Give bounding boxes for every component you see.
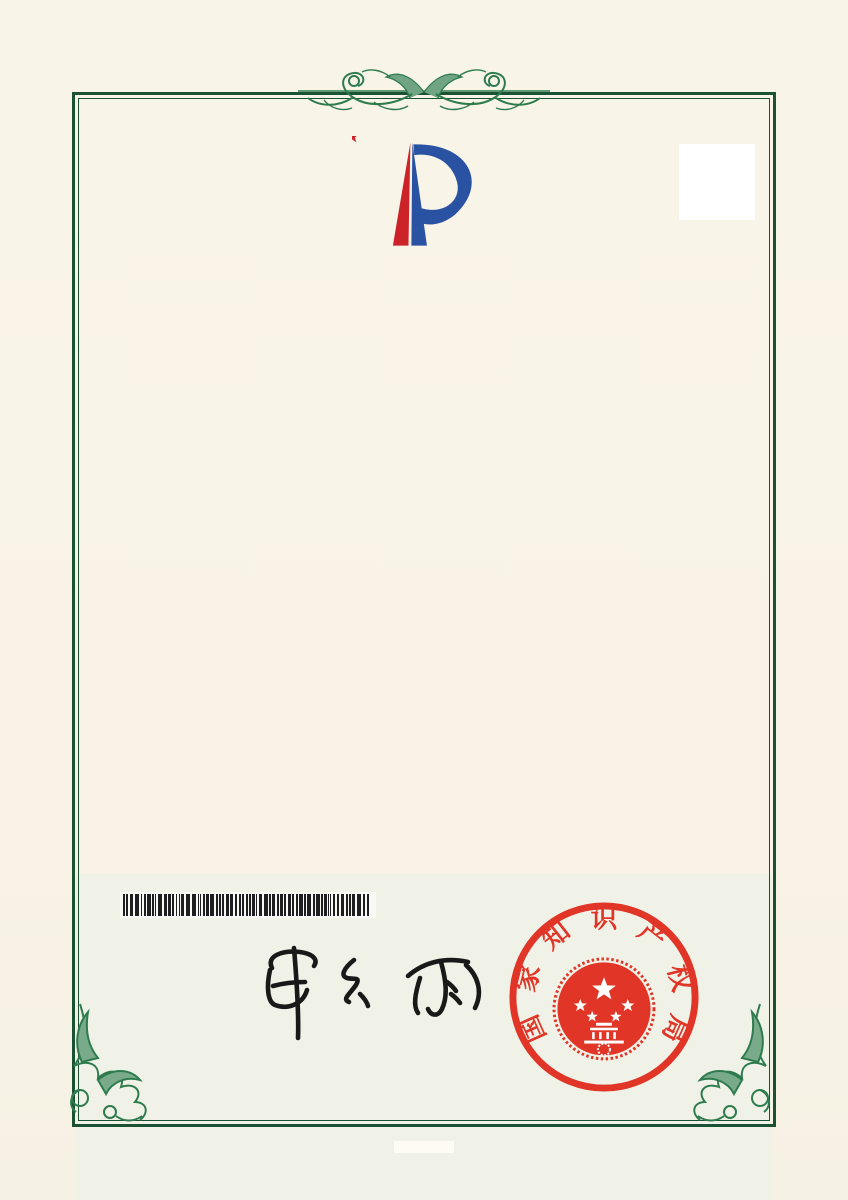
cnipa-official-seal (505, 898, 703, 1098)
field-inventors (118, 409, 222, 429)
bottom-left-corner-ornament (58, 1002, 154, 1132)
field-grant-number (460, 665, 564, 685)
logo-stars (352, 136, 359, 142)
svg-text:权: 权 (661, 961, 698, 995)
qr-code (679, 144, 755, 220)
field-filing-date (118, 513, 222, 533)
field-address (118, 617, 222, 637)
top-flourish-ornament (294, 60, 554, 120)
field-patent-number (118, 461, 222, 481)
field-patentee (118, 565, 222, 585)
commissioner-signature-image (242, 932, 498, 1050)
field-grant-date (118, 665, 455, 685)
cnipa-logo-icon (352, 136, 498, 254)
field-utility-model-name (118, 357, 222, 377)
continuation-note-label (394, 1141, 454, 1153)
svg-text:局: 局 (655, 1010, 695, 1048)
svg-text:识: 识 (590, 903, 618, 935)
svg-text:家: 家 (510, 961, 547, 995)
national-emblem (554, 959, 654, 1059)
svg-text:产: 产 (631, 915, 672, 957)
svg-text:国: 国 (513, 1010, 553, 1048)
svg-text:知: 知 (536, 915, 577, 957)
barcode (120, 892, 376, 918)
field-grant-row (118, 665, 564, 685)
continuation-note (0, 1138, 848, 1157)
